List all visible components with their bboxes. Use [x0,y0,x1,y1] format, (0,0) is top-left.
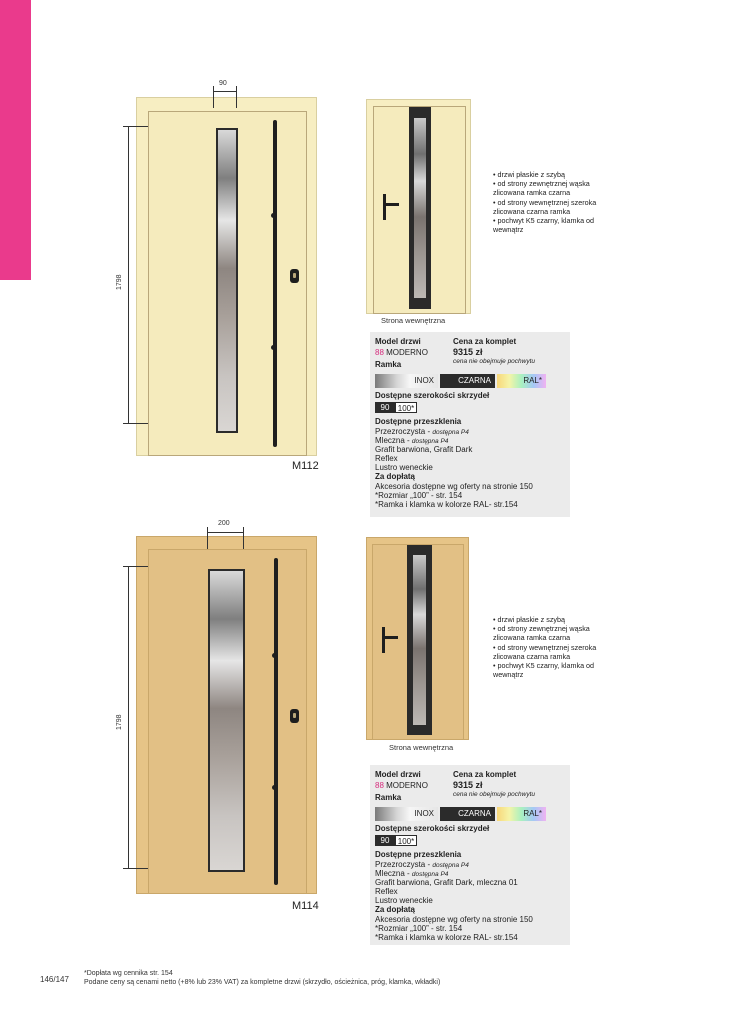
extra-line: Akcesoria dostępne wg oferty na stronie 150 [375,915,533,924]
dimension-side-label: 1798 [116,274,123,290]
extra-line: Akcesoria dostępne wg oferty na stronie 150 [375,482,533,491]
inside-view-caption: Strona wewnętrzna [389,743,454,752]
width-option[interactable]: 100* [395,402,417,413]
dimension-tick-right [243,527,244,549]
dimension-top-label: 90 [219,80,227,87]
footer-price-disclaimer: Podane ceny są cenami netto (+8% lub 23% VAT) za kompletne drzwi (skrzydło, ościeżnica, próg, klamka, wkładki) [84,979,441,986]
inside-glass-panel [414,118,426,298]
glass-option: Grafit barwiona, Grafit Dark [375,445,473,454]
feature-item: zlicowana czarna ramka [493,206,571,216]
dimension-top-label: 200 [218,520,230,527]
width-option[interactable]: 100* [395,835,417,846]
model-number: 88 [375,348,384,357]
model-label: Model drzwi [375,770,421,779]
door-front-view [136,536,317,894]
feature-item: zlicowana czarna ramka [493,651,571,661]
frame-label: Ramka [375,793,402,802]
feature-item: • drzwi płaskie z szybą [493,170,566,179]
handle-mount-bottom [272,785,277,790]
frame-option-ral[interactable]: RAL* [497,807,546,821]
door-inside-view [366,99,471,314]
door-leaf [148,549,307,894]
price-note: cena nie obejmuje pochwytu [453,358,536,365]
glass-option-note: dostępna P4 [411,438,449,445]
model-number: 88 [375,781,384,790]
glass-option-note: dostępna P4 [432,862,469,869]
inside-view-caption: Strona wewnętrzna [381,316,446,325]
model-code: M114 [292,900,319,912]
dimension-line-side [128,126,129,424]
frame-option-czarna[interactable]: CZARNA [440,374,495,388]
door-glass-panel [216,128,238,433]
feature-item: wewnątrz [493,670,524,680]
glass-option-name: Mleczna - [375,436,412,445]
dimension-tick-bottom [123,423,148,424]
lever-handle-icon[interactable] [380,192,402,222]
glass-option: Reflex [375,887,398,896]
feature-item: • od strony zewnętrznej wąska [493,624,590,634]
model-value [375,781,428,790]
price-note: cena nie obejmuje pochwytu [453,791,536,798]
extra-label: Za dopłatą [375,905,416,914]
glass-option-note: dostępna P4 [432,429,469,436]
glass-option-name: Przezroczysta - [375,860,433,869]
widths-label: Dostępne szerokości skrzydeł [375,824,490,833]
extra-line: *Rozmiar „100” - str. 154 [375,924,463,933]
glass-option: Grafit barwiona, Grafit Dark, mleczna 01 [375,878,518,887]
glass-option-name: Przezroczysta - [375,427,433,436]
model-label: Model drzwi [375,337,421,346]
inside-door-leaf [372,544,464,740]
dimension-side-label: 1798 [116,714,123,730]
frame-option-inox[interactable]: INOX [375,807,438,821]
door-handle-bar[interactable] [274,558,278,885]
glass-option: Lustro weneckie [375,463,433,472]
glass-option [375,860,469,869]
inside-glass-frame [409,107,431,309]
dimension-line-top [213,91,237,92]
feature-item: zlicowana ramka czarna [493,633,571,643]
handle-mount-bottom [271,345,276,350]
model-name: MODERNO [386,348,428,357]
width-option[interactable]: 90 [375,402,395,413]
feature-item: • drzwi płaskie z szybą [493,615,566,624]
door-lock-icon [290,269,299,283]
extra-line: *Rozmiar „100” - str. 154 [375,491,463,500]
dimension-tick-top [123,566,148,567]
inside-glass-panel [413,555,426,725]
door-inside-view [366,537,469,740]
feature-item: • od strony wewnętrznej szeroka [493,642,597,652]
feature-item: wewnątrz [493,225,524,235]
feature-item: • pochwyt K5 czarny, klamka od [493,216,595,226]
extra-line: *Ramka i klamka w kolorze RAL- str.154 [375,500,518,509]
feature-list [493,170,596,234]
door-front-view [136,97,317,456]
price-value: 9315 zł [453,780,483,790]
glass-option-note: dostępna P4 [411,871,449,878]
price-value: 9315 zł [453,347,483,357]
frame-option-czarna[interactable]: CZARNA [440,807,495,821]
glass-option: Reflex [375,454,398,463]
feature-item: • pochwyt K5 czarny, klamka od [493,661,595,671]
inside-door-leaf [373,106,466,314]
footer-note: *Dopłata wg cennika str. 154 [84,970,173,977]
feature-item: • od strony zewnętrznej wąska [493,179,590,189]
extra-line: *Ramka i klamka w kolorze RAL- str.154 [375,933,518,942]
frame-option-ral[interactable]: RAL* [497,374,546,388]
door-glass-panel [208,569,245,872]
glass-label: Dostępne przeszklenia [375,417,462,426]
page-number: 146/147 [40,975,69,984]
glass-option-name: Mleczna - [375,869,412,878]
dimension-tick-right [236,86,237,108]
price-label: Cena za komplet [453,337,517,346]
spec-panel [370,765,570,945]
dimension-tick-top [123,126,148,127]
dimension-tick-bottom [123,868,148,869]
page-accent-bar [0,0,31,280]
model-name: MODERNO [386,781,428,790]
door-handle-bar[interactable] [273,120,277,447]
width-option[interactable]: 90 [375,835,395,846]
model-value [375,348,428,357]
price-label: Cena za komplet [453,770,517,779]
model-code: M112 [292,460,319,472]
glass-label: Dostępne przeszklenia [375,850,462,859]
feature-list [493,615,596,679]
glass-option [375,427,469,436]
dimension-line-top [207,532,244,533]
dimension-tick-left [207,527,208,549]
feature-item: • od strony wewnętrznej szeroka [493,197,597,207]
dimension-tick-left [213,86,214,108]
lever-handle-icon[interactable] [379,625,401,655]
feature-item: zlicowana ramka czarna [493,188,571,198]
spec-panel [370,332,570,517]
handle-mount-top [272,653,277,658]
frame-option-inox[interactable]: INOX [375,374,438,388]
dimension-line-side [128,566,129,869]
door-leaf [148,111,307,456]
door-lock-icon [290,709,299,723]
glass-option: Lustro weneckie [375,896,433,905]
glass-option [375,869,448,878]
glass-option [375,436,448,445]
extra-label: Za dopłatą [375,472,416,481]
frame-label: Ramka [375,360,402,369]
widths-label: Dostępne szerokości skrzydeł [375,391,490,400]
inside-glass-frame [407,545,432,735]
handle-mount-top [271,213,276,218]
